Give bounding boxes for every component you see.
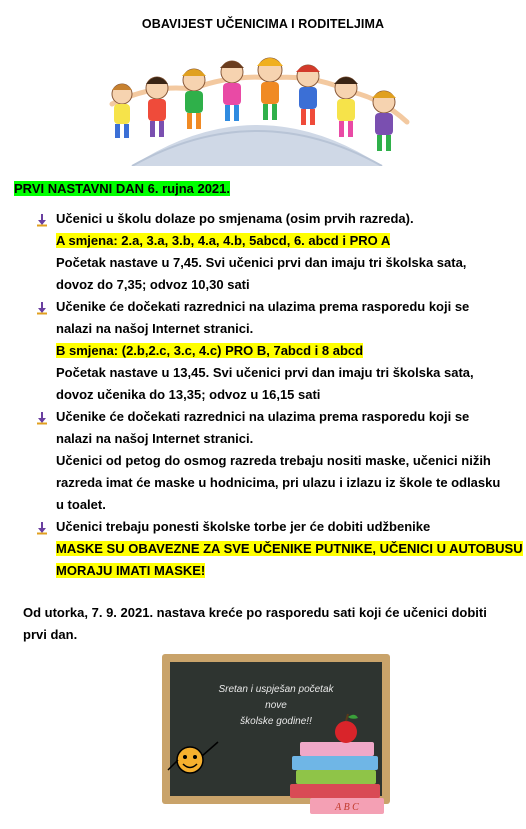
board-line-3: školske godine!! <box>240 716 312 727</box>
shift-a-line: A smjena: 2.a, 3.a, 3.b, 4.a, 4.b, 5abcd, 6. abcd i PRO A <box>56 233 391 248</box>
shift-b-line: B smjena: (2.b,2.c, 3.c, 4.c) PRO B, 7abcd i 8 abcd <box>56 343 364 358</box>
notice-line: Učenici od petog do osmog razreda trebaju nositi maske, učenici nižih <box>56 453 491 468</box>
blackboard-illustration <box>160 652 392 817</box>
mask-warning-line: MORAJU IMATI MASKE! <box>56 563 206 578</box>
notice-line: Početak nastave u 13,45. Svi učenici prvi dan imaju tri školska sata, <box>56 365 474 380</box>
notice-line: dovoz učenika do 13,35; odvoz u 16,15 sati <box>56 387 321 402</box>
footer-line: prvi dan. <box>23 627 78 642</box>
notice-line: u toalet. <box>56 497 106 512</box>
board-line-1: Sretan i uspješan početak <box>218 684 334 695</box>
bullet-arrow-icon <box>36 521 48 535</box>
notice-line: Učenici trebaju ponesti školske torbe jer će dobiti udžbenike <box>56 519 431 534</box>
mask-warning-line: MASKE SU OBAVEZNE ZA SVE UČENIKE PUTNIKE, UČENICI U AUTOBUSU <box>56 541 523 556</box>
bullet-arrow-icon <box>36 213 48 227</box>
notice-line: Učenici u školu dolaze po smjenama (osim prvih razreda). <box>56 211 414 226</box>
notice-line: dovoz do 7,35; odvoz 10,30 sati <box>56 277 250 292</box>
notice-line: Učenike će dočekati razrednici na ulazima prema rasporedu koji se <box>56 409 470 424</box>
children-holding-hands-illustration <box>92 44 422 166</box>
notice-line: Učenike će dočekati razrednici na ulazima prema rasporedu koji se <box>56 299 470 314</box>
bullet-arrow-icon <box>36 301 48 315</box>
page-title: OBAVIJEST UČENICIMA I RODITELJIMA <box>141 17 385 31</box>
bullet-arrow-icon <box>36 411 48 425</box>
notice-line: Početak nastave u 7,45. Svi učenici prvi dan imaju tri školska sata, <box>56 255 467 270</box>
board-line-2: nove <box>265 700 287 711</box>
notice-line: razreda imat će maske u hodnicima, pri ulazu i izlazu iz škole te odlasku <box>56 475 501 490</box>
abc-book-text: A B C <box>335 802 359 813</box>
first-day-heading: PRVI NASTAVNI DAN 6. rujna 2021. <box>14 181 231 196</box>
notice-line: nalazi na našoj Internet stranici. <box>56 431 254 446</box>
notice-line: nalazi na našoj Internet stranici. <box>56 321 254 336</box>
footer-line: Od utorka, 7. 9. 2021. nastava kreće po rasporedu sati koji će učenici dobiti <box>23 605 487 620</box>
